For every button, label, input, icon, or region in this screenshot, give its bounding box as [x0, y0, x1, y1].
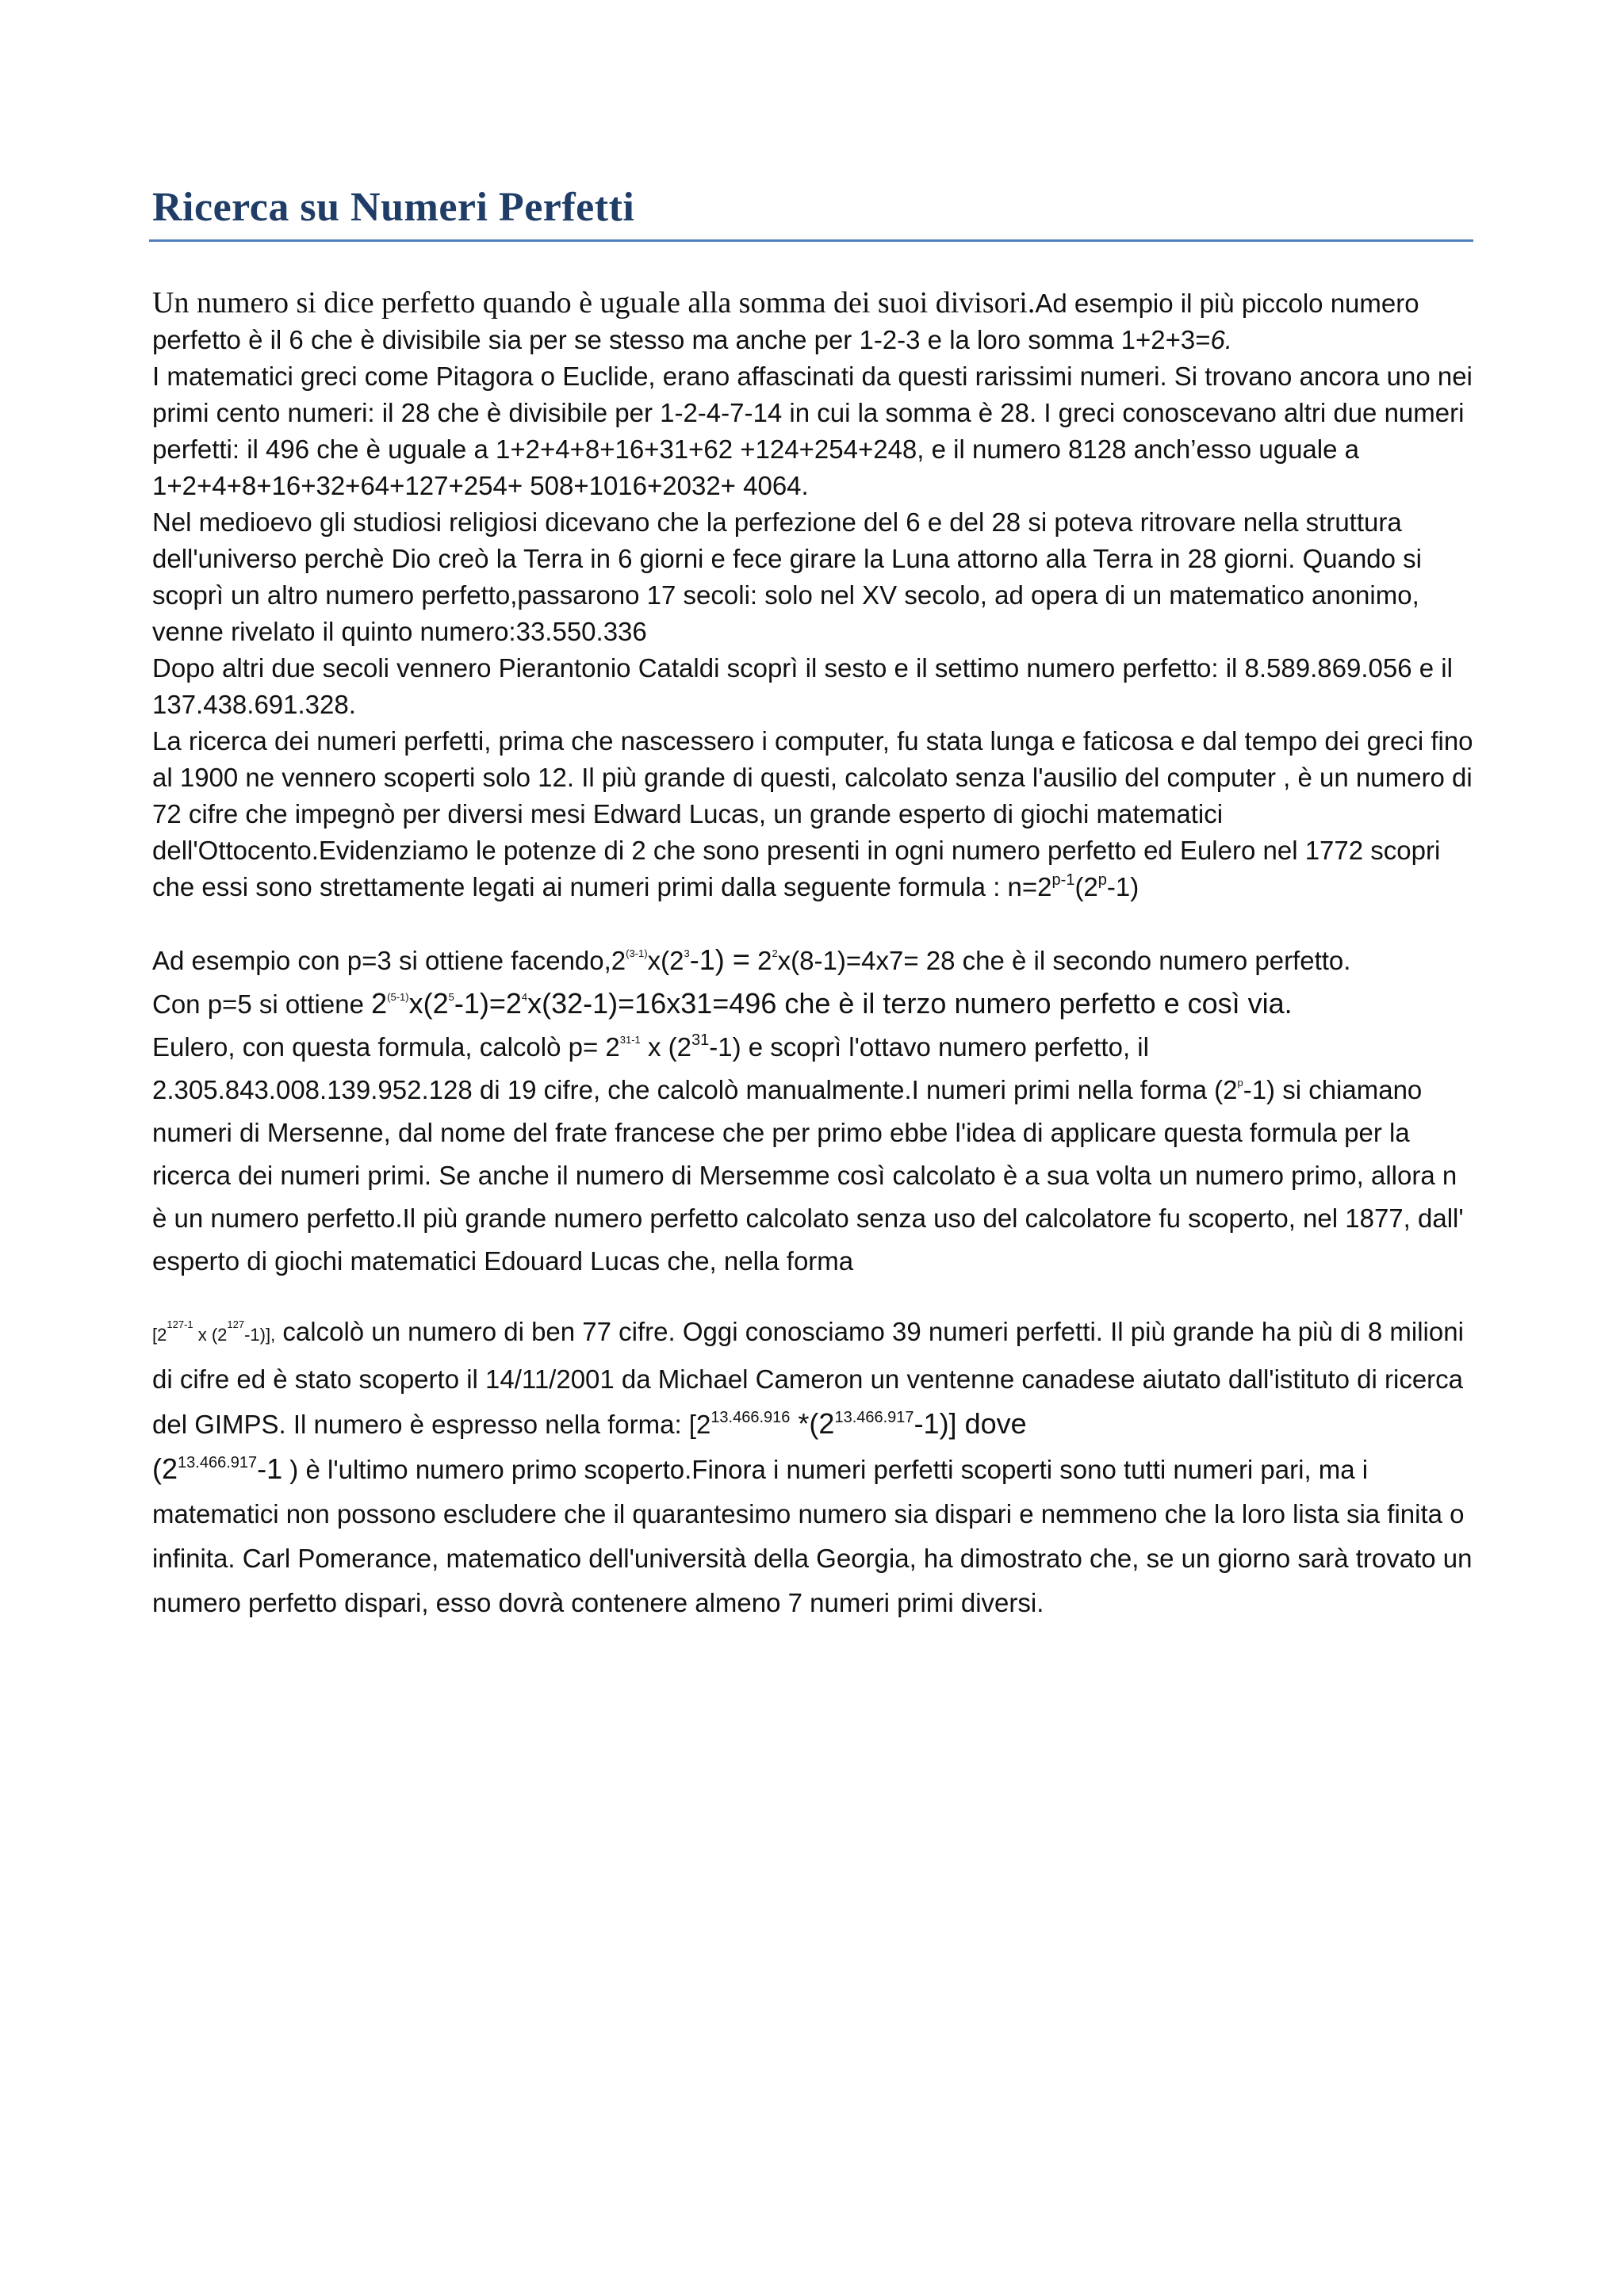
paragraph-cataldi: Dopo altri due secoli vennero Pierantonio Cataldi scoprì il sesto e il settimo numero perfetto: il 8.589.869.056 e il 137.438.691.328. — [152, 652, 1453, 719]
title-underline — [149, 239, 1473, 242]
prime-i: ) è l'ultimo numero primo scoperto.Finora i numeri perfetti scoperti sono tutti numeri pari, ma i matematici non possono escludere che il quarantesimo numero sia dispari e nemmeno che la loro lista sia finita o infinita. Carl Pomerance, matematico dell'università della Georgia, ha dimostrato che, se un giorno sarà trovato un numero perfetto dispari, esso dovrà contenere almeno 7 numeri primi diversi. — [152, 1454, 1473, 1617]
document-page — [152, 184, 1475, 1625]
paragraph-final — [152, 1310, 1475, 1625]
eulero-exp1: 31-1 — [619, 1033, 641, 1046]
mersenne-d: -1) si chiamano numeri di Mersenne — [152, 1074, 1423, 1147]
example-p3-text: Ad esempio con p=3 si ottiene facendo,2 — [152, 945, 626, 975]
eulero-exp2: 31 — [691, 1031, 710, 1049]
example-p5 — [152, 982, 1475, 1026]
gimps-e: *(2 — [790, 1406, 835, 1440]
definition-lead: Un numero si dice perfetto quando è uguale alla somma dei suoi divisori. — [152, 285, 1036, 320]
eulero-b: x (2 — [640, 1031, 691, 1062]
final-section — [152, 1310, 1475, 1625]
example-p3-d: 2 — [749, 945, 772, 975]
formula-end: -1) — [1106, 871, 1139, 901]
page-title: Ricerca su Numeri Perfetti — [152, 185, 635, 230]
mersenne-exp: p — [1237, 1076, 1243, 1089]
definition-six: 6. — [1210, 324, 1233, 354]
paragraph-definition — [152, 285, 1475, 358]
gimps-exp1: 13.466.916 — [710, 1408, 791, 1426]
example-p5-exp1: (5-1) — [387, 990, 409, 1003]
prime-g: (2 — [152, 1452, 178, 1485]
example-p3-c: -1) — [689, 943, 733, 976]
formula-exponent-1: p-1 — [1051, 871, 1075, 889]
example-p5-c: x(2 — [408, 986, 449, 1020]
lucas-c: -1)], — [244, 1324, 276, 1345]
gimps-f: -1)] dove — [914, 1406, 1027, 1440]
example-p3 — [152, 939, 1475, 982]
lucas-d: calcolò un numero di ben 77 cifre. Oggi conosciamo 39 numeri perfetti. Il più grande ha più di 8 milioni di cifre ed è stato scoperto il 14/11/2001 da Michael Cameron un ventenne canadese aiutato dall'istituto di ricerca del GIMPS. Il numero è espresso nella forma: [2 — [152, 1316, 1464, 1439]
intro-section — [152, 285, 1475, 905]
example-p5-text: Con p=5 si ottiene — [152, 989, 372, 1019]
mersenne-e: , dal nome del frate francese che per primo ebbe l'idea di applicare questa formula per la ricerca dei numeri primi. Se anche il numero di Mersemme così calcolato è a sua volta un numero primo, allora n è un numero perfetto.Il più grande numero perfetto calcolato senza uso del calcolatore fu scoperto, nel 1877, dall' esperto di giochi matematici Edouard Lucas che, nella forma — [152, 1117, 1464, 1276]
lucas-b: x (2 — [193, 1324, 228, 1345]
example-p3-exp1: (3-1) — [626, 947, 648, 959]
prime-exp: 13.466.917 — [178, 1453, 258, 1471]
example-p5-exp3: 4 — [521, 990, 528, 1003]
example-p5-e: x(32-1)=16x31=496 che è il terzo numero perfetto e così via. — [527, 986, 1293, 1020]
lucas-exp2: 127 — [227, 1318, 245, 1330]
lucas-exp1: 127-1 — [167, 1318, 193, 1330]
gimps-exp2: 13.466.917 — [834, 1408, 914, 1426]
paragraph-eulero-mersenne — [152, 1026, 1475, 1283]
example-p5-d: -1)=2 — [454, 986, 522, 1020]
history-text: La ricerca dei numeri perfetti, prima che nascessero i computer, fu stata lunga e faticosa e dal tempo dei greci fino al 1900 ne vennero scoperti solo 12. Il più grande di questi, calcolato senza l'ausilio del computer , è un numero di 72 cifre che impegnò per diversi mesi Edward Lucas, un grande esperto di giochi matematici dell'Ottocento.Evidenziamo le potenze di 2 che sono presenti in ogni numero perfetto ed Eulero nel 1772 scopri che essi sono strettamente legati ai numeri primi dalla seguente formula : n=2 — [152, 725, 1473, 901]
eulero-text: Eulero, con questa formula, calcolò p= 2 — [152, 1031, 620, 1062]
paragraph-history-formula — [152, 723, 1475, 905]
example-p3-equals: = — [732, 943, 750, 977]
example-p3-b: x(2 — [647, 945, 684, 975]
formula-exponent-2: p — [1097, 871, 1107, 889]
example-p5-base: 2 — [371, 986, 388, 1020]
example-p3-e: x(8-1)=4x7= 28 che è il secondo numero perfetto. — [777, 945, 1351, 975]
lucas-a: [2 — [152, 1324, 167, 1345]
eulero-c: -1) e scoprì l'ottavo numero perfetto, il 2.305.843.008.139.952.128 di 19 cifre, che calcolò manualmente.I numeri primi nella forma (2 — [152, 1031, 1238, 1104]
example-p3-exp3: 2 — [772, 947, 778, 959]
paragraph-medieval: Nel medioevo gli studiosi religiosi dicevano che la perfezione del 6 e del 28 si poteva ritrovare nella struttura dell'universo perchè Dio creò la Terra in 6 giorni e fece girare la Luna attorno alla Terra in 28 giorni. Quando si scoprì un altro numero perfetto,passarono 17 secoli: solo nel XV secolo, ad opera di un matematico anonimo, venne rivelato il quinto numero:33.550.336 — [152, 507, 1422, 646]
example-p3-exp2: 3 — [684, 947, 690, 959]
definition-example: Ad esempio il più piccolo numero perfetto è il 6 che è divisibile sia per se stesso ma anche per 1-2-3 e la loro somma 1+2+3= — [152, 288, 1419, 354]
paragraph-greeks: I matematici greci come Pitagora o Euclide, erano affascinati da questi rarissimi numeri. Si trovano ancora uno nei primi cento numeri: il 28 che è divisibile per 1-2-4-7-14 in cui la somma è 28. I greci conoscevano altri due numeri perfetti: il 496 che è uguale a 1+2+4+8+16+31+62 +124+254+248, e il numero 8128 anch’esso uguale a 1+2+4+8+16+32+64+127+254+ 508+1016+2032+ 4064. — [152, 361, 1473, 500]
prime-h: -1 — [257, 1452, 283, 1485]
examples-section — [152, 939, 1475, 1283]
formula-mid: (2 — [1074, 871, 1098, 901]
example-p5-exp2: 5 — [448, 990, 454, 1003]
